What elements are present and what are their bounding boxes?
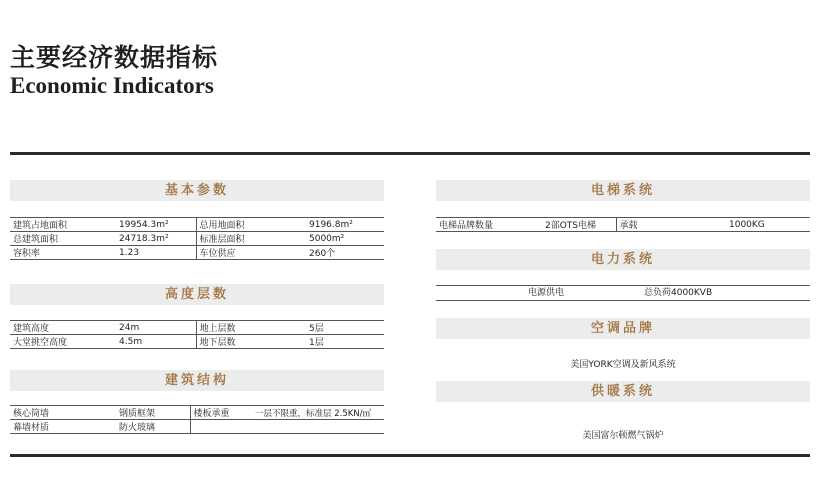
table-cell: 楼板承重 — [190, 406, 252, 420]
table-cell: 5000m² — [306, 232, 384, 246]
table-cell: 260个 — [306, 246, 384, 260]
table-row — [10, 335, 384, 349]
table-row — [10, 218, 384, 232]
table-cell: 1.23 — [116, 246, 196, 260]
table-cell: 建筑高度 — [10, 321, 116, 335]
table-cell: 承载 — [616, 218, 726, 232]
table-cell: 24718.3m² — [116, 232, 196, 246]
height-table — [10, 320, 384, 349]
heating-heading: 供暖系统 — [436, 381, 810, 402]
power-heading: 电力系统 — [436, 249, 810, 270]
table-cell: 9196.8m² — [306, 218, 384, 232]
page-title-en: Economic Indicators — [10, 73, 214, 98]
table-cell: 标准层面积 — [196, 232, 306, 246]
table-cell: 地上层数 — [196, 321, 306, 335]
table-cell — [190, 420, 252, 434]
bottom-divider — [10, 454, 810, 457]
table-cell: 建筑占地面积 — [10, 218, 116, 232]
basic-heading: 基本参数 — [10, 180, 384, 201]
table-cell: 19954.3m² — [116, 218, 196, 232]
table-cell: 核心筒墙 — [10, 406, 116, 420]
table-cell: 电梯品牌数量 — [436, 218, 542, 232]
table-cell: 幕墙材质 — [10, 420, 116, 434]
table-row — [10, 406, 384, 420]
table-row — [10, 321, 384, 335]
table-cell: 总建筑面积 — [10, 232, 116, 246]
page-title-cn: 主要经济数据指标 — [10, 43, 219, 72]
table-cell: 防火玻璃 — [116, 420, 190, 434]
table-cell: 地下层数 — [196, 335, 306, 349]
table-cell: 4.5m — [116, 335, 196, 349]
power-value: 总负荷4000KVB — [644, 288, 713, 298]
table-cell: 24m — [116, 321, 196, 335]
table-cell: 1000KG — [726, 218, 810, 232]
table-cell: 钢质框架 — [116, 406, 190, 420]
table-row — [436, 218, 810, 232]
power-row — [436, 285, 810, 301]
table-cell: 车位供应 — [196, 246, 306, 260]
table-cell: 大堂挑空高度 — [10, 335, 116, 349]
elevator-heading: 电梯系统 — [436, 180, 810, 201]
table-row — [10, 420, 384, 434]
table-cell: 5层 — [306, 321, 384, 335]
heating-value: 美国富尔顿燃气锅炉 — [582, 431, 664, 441]
table-cell: 1层 — [306, 335, 384, 349]
table-cell: 总用地面积 — [196, 218, 306, 232]
ac-value: 美国YORK空调及新风系统 — [570, 360, 676, 370]
power-label: 电源供电 — [528, 288, 565, 298]
ac-heading: 空调品牌 — [436, 318, 810, 339]
table-cell: 容积率 — [10, 246, 116, 260]
table-cell: 2部OTS电梯 — [542, 218, 616, 232]
height-heading: 高度层数 — [10, 284, 384, 305]
basic-table — [10, 217, 384, 260]
structure-heading: 建筑结构 — [10, 370, 384, 391]
elevator-table — [436, 217, 810, 232]
table-cell — [252, 420, 384, 434]
structure-table — [10, 405, 384, 434]
table-row — [10, 246, 384, 260]
table-cell: 一层不限重，标准层 2.5KN/㎡ — [252, 406, 384, 420]
top-divider — [10, 152, 810, 155]
table-row — [10, 232, 384, 246]
